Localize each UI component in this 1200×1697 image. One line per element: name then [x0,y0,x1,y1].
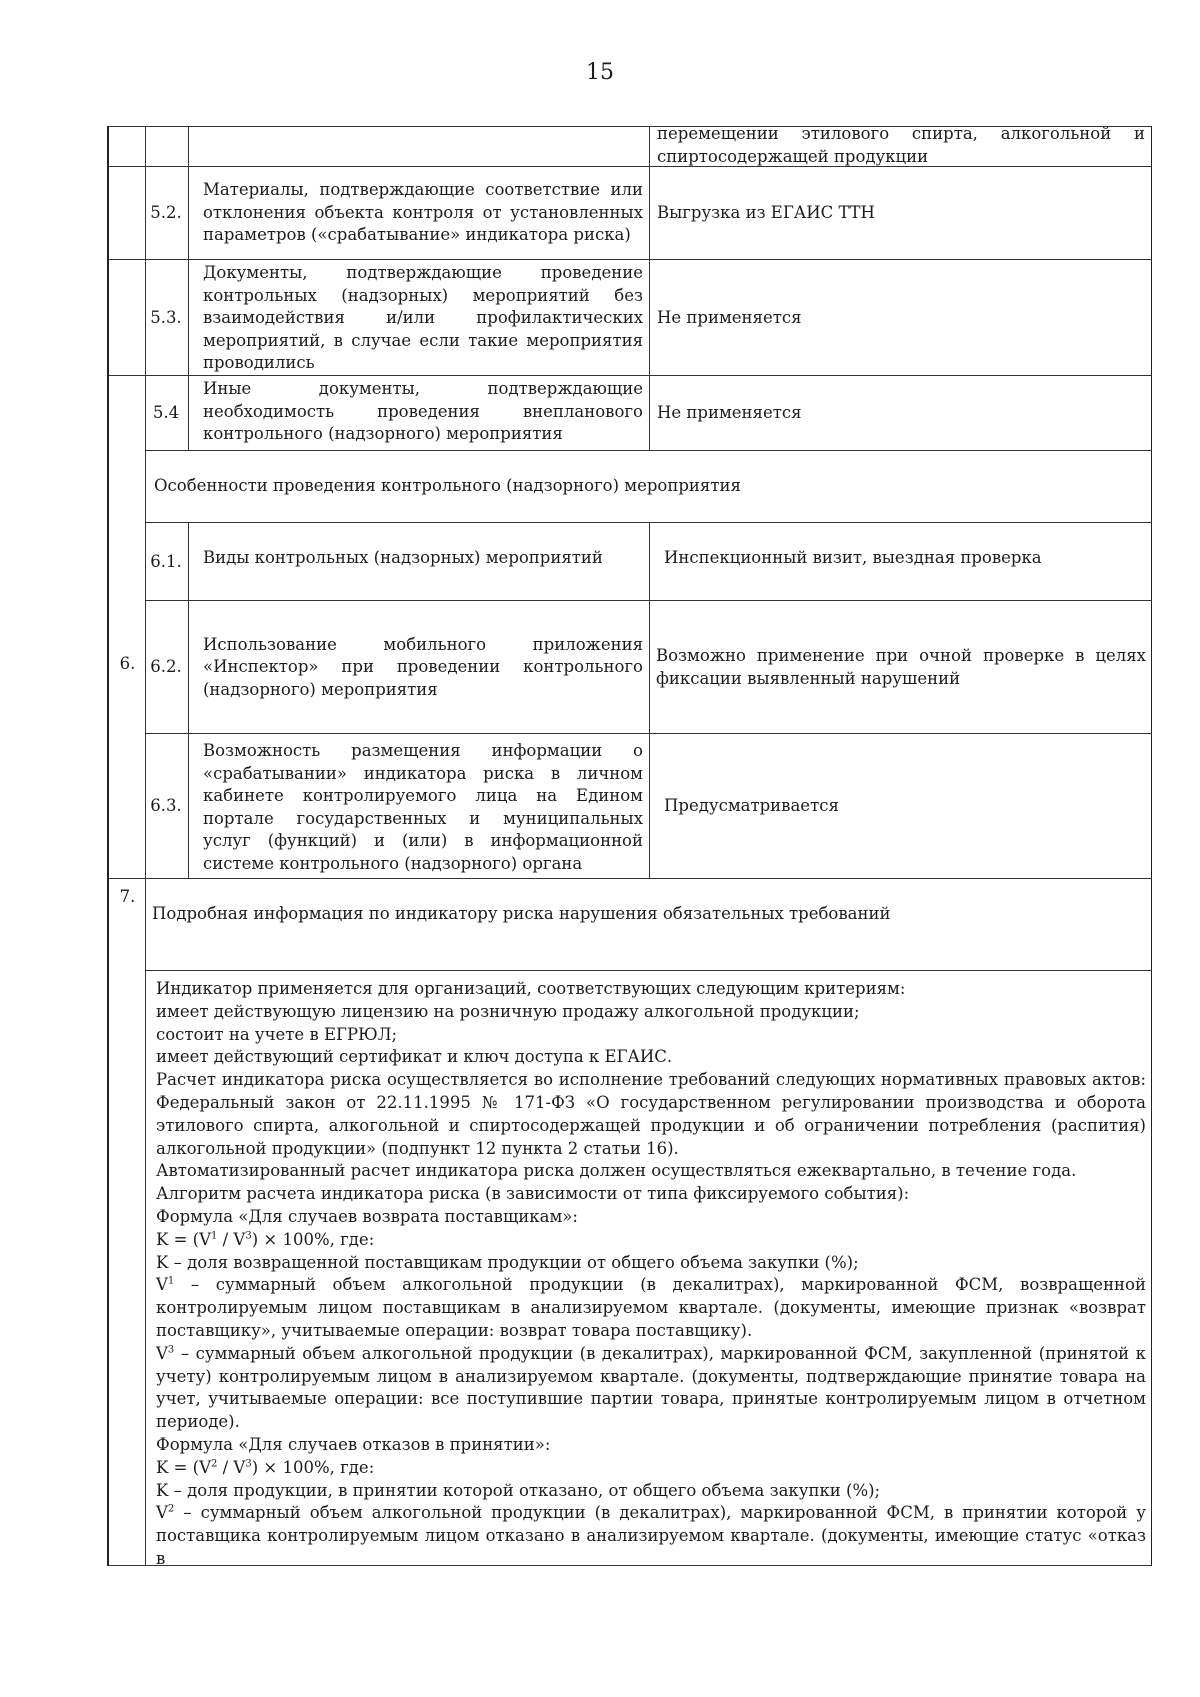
cell-value: Не применяется [657,307,802,327]
row-number: 5.3. [150,307,182,327]
detail-paragraph: $V^2$ – суммарный объем алкогольной продукции (в декалитрах), маркированной ФСМ, в принятии которой у поставщика контролируемым лицом отказано в анализируемом квартале. (документы, имеющие статус «отказ в [156,1503,1146,1568]
cell-value: Выгрузка из ЕГАИС ТТН [657,203,875,223]
row-number: 5.2. [150,203,182,223]
requirements-table [107,126,1152,1566]
grid-line [649,126,650,450]
formula-line: $K = (V^1 / V^3) \times 100\%$, где: [156,1229,375,1249]
cell-value: Предусматривается [664,796,839,816]
detail-line: имеет действующую лицензию на розничную продажу алкогольной продукции; [156,1001,860,1021]
section-heading-row [146,878,1152,940]
detail-line: K – доля продукции, в принятии которой отказано, от общего объема закупки (%); [156,1480,881,1500]
detail-line: Формула «Для случаев возврата поставщикам»: [156,1206,578,1226]
detail-line: Автоматизированный расчет индикатора риска должен осуществляться ежеквартально, в течение года. [156,1161,1077,1181]
grid-line [145,126,146,450]
row-number: 5.4 [152,403,180,423]
cell-value: Не применяется [657,403,802,423]
detail-line: Индикатор применяется для организаций, соответствующих следующим критериям: [156,979,906,998]
row-number: 6.1. [150,551,182,571]
section-heading-row [146,450,1152,522]
grid-line [649,522,650,878]
detail-paragraph: $V^3$ – суммарный объем алкогольной продукции (в декалитрах), маркированной ФСМ, закупленной (принятой к учету) контролируемым лицом в анализируемом квартале. (документы, подтверждающие принятие товара на учет, учитываемые операции: все поступившие партии товара, принятые контролируемым лицом в отчетном периоде). [156,1343,1146,1432]
page-number: 15 [586,60,614,85]
table-row [109,259,1151,375]
cell-value: перемещении этилового спирта, алкогольной и спиртосодержащей продукции [657,124,1145,166]
table-row [109,126,1151,166]
detail-line: имеет действующий сертификат и ключ доступа к ЕГАИС. [156,1047,673,1067]
detail-paragraph: $V^1$ – суммарный объем алкогольной продукции (в декалитрах), маркированной ФСМ, возвращенной контролируемым лицом поставщикам в анализируемом квартале. (документы, имеющие признак «возврат поставщику», учитываемые операции: возврат товара поставщику). [156,1275,1146,1340]
row-number: 6.2. [150,657,182,677]
cell-value: Возможно применение при очной проверке в целях фиксации выявленный нарушений [656,646,1146,688]
cell-value: Инспекционный визит, выездная проверка [664,547,1042,567]
row-number: 6. [119,653,136,673]
table-bottom-border [109,1565,1151,1566]
indicator-details [156,978,1146,1571]
cell-description: Использование мобильного приложения «Инспектор» при проведении контрольного (надзорного) мероприятия [203,634,643,699]
detail-line: состоит на учете в ЕГРЮЛ; [156,1024,398,1044]
row-number: 6.3. [150,796,182,816]
detail-separator [146,970,1152,971]
cell-description: Документы, подтверждающие проведение контрольных (надзорных) мероприятий без взаимодействия и/или профилактических мероприятий, в случае если такие мероприятия проводились [203,263,643,372]
cell-description: Иные документы, подтверждающие необходимость проведения внепланового контрольного (надзорного) мероприятия [203,379,643,443]
detail-paragraph: Расчет индикатора риска осуществляется во исполнение требований следующих нормативных правовых актов: Федеральный закон от 22.11.1995 № 171-ФЗ «О государственном регулировании производства и оборота этилового спирта, алкогольной и спиртосодержащей продукции и об ограничении потребления (распития) алкогольной продукции» (подпункт 12 пункта 2 статьи 16). [156,1070,1146,1158]
detail-line: Формула «Для случаев отказов в принятии»: [156,1434,551,1454]
section-heading: Подробная информация по индикатору риска нарушения обязательных требований [152,904,891,923]
cell-description: Виды контрольных (надзорных) мероприятий [203,547,603,567]
table-row [109,375,1151,450]
row-number: 7. [119,887,136,906]
detail-line: K – доля возвращенной поставщикам продукции от общего объема закупки (%); [156,1252,859,1272]
grid-line [188,126,189,450]
cell-description: Возможность размещения информации о «срабатывании» индикатора риска в личном кабинете контролируемого лица на Едином портале государственных и муниципальных услуг (функций) и (или) в информационной системе контрольного (надзорного) органа [203,741,643,873]
grid-line [188,522,189,878]
section-heading: Особенности проведения контрольного (надзорного) мероприятия [154,476,741,495]
detail-line: Алгоритм расчета индикатора риска (в зависимости от типа фиксируемого события): [156,1184,910,1204]
table-row [109,166,1151,259]
formula-line: $K = (V^2 / V^3) \times 100\%$, где: [156,1457,375,1477]
cell-description: Материалы, подтверждающие соответствие или отклонения объекта контроля от установленных параметров («срабатывание» индикатора риска) [203,180,643,244]
grid-line [145,450,146,1566]
